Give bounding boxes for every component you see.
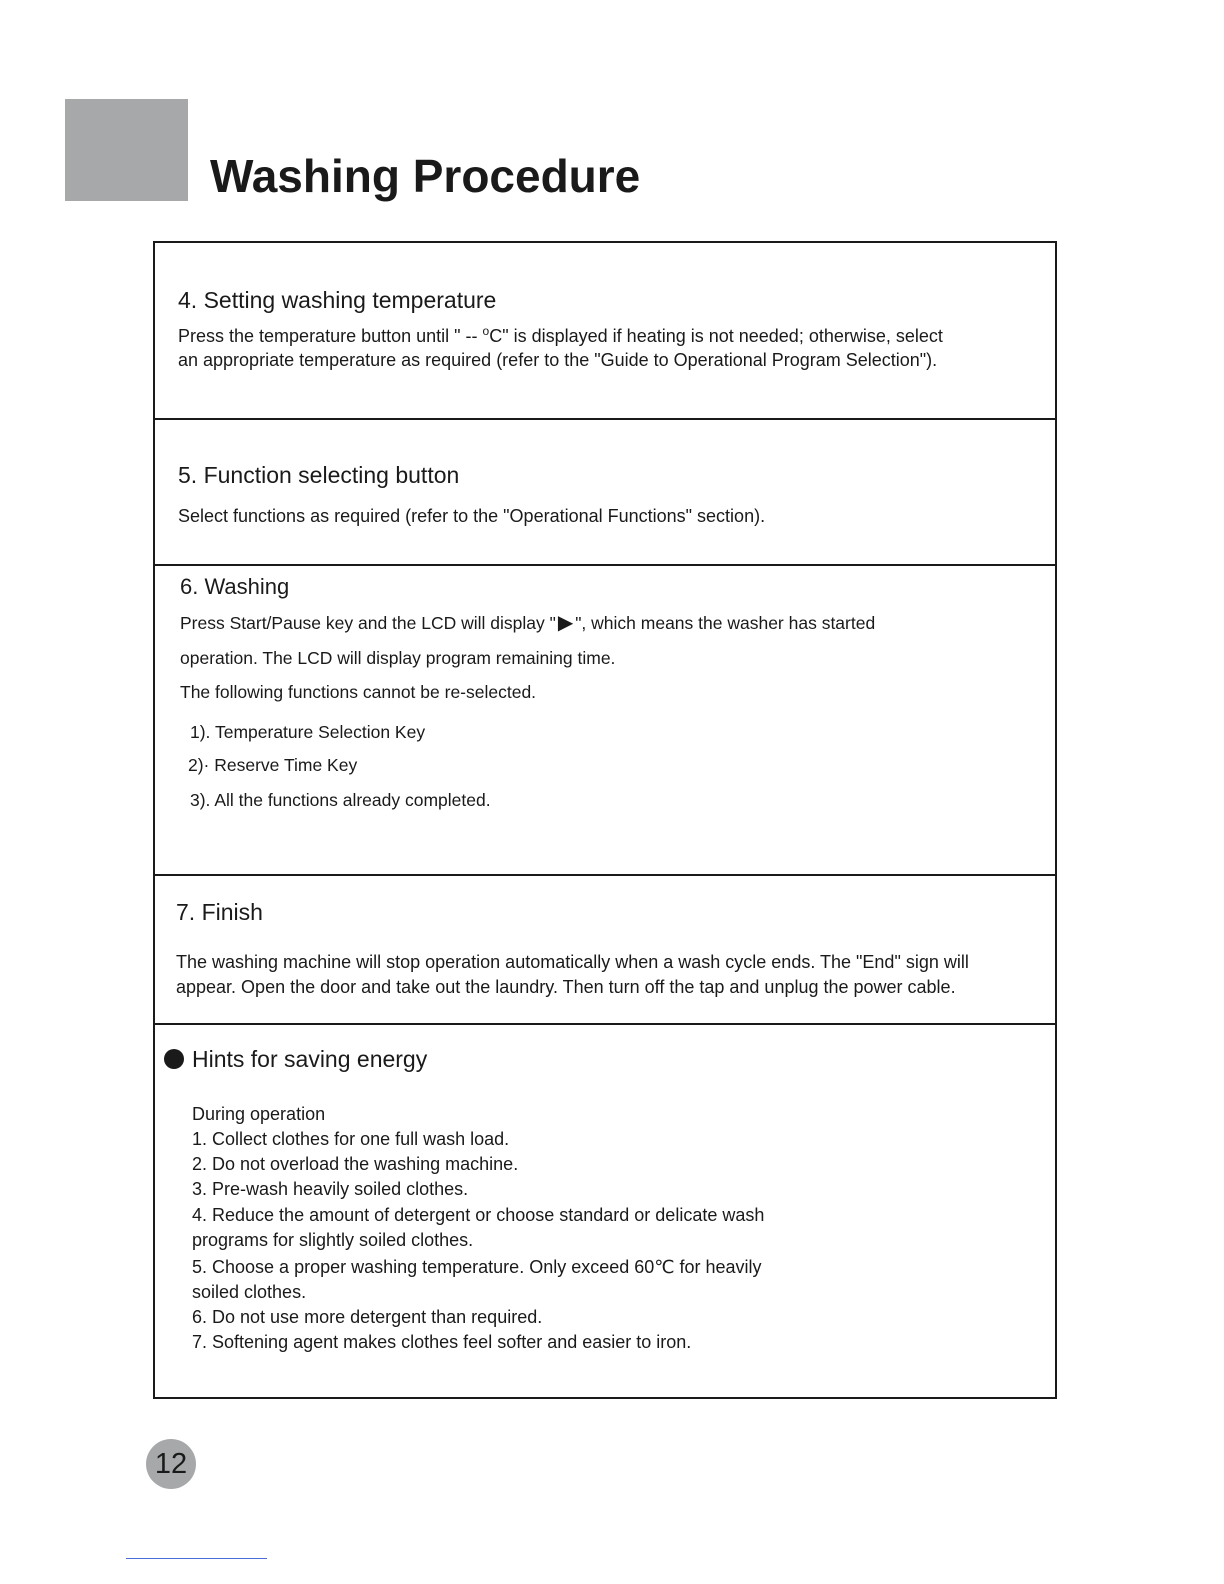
hint-line: 7. Softening agent makes clothes feel softer and easier to iron. [192, 1332, 692, 1352]
section-text: The washing machine will stop operation automatically when a wash cycle ends. The "End" sign will [176, 952, 969, 972]
degree-symbol: o [482, 324, 490, 338]
footer-link-line [126, 1558, 267, 1559]
section-text: Press Start/Pause key and the LCD will display " ▶ ", which means the washer has started [180, 612, 876, 634]
section-washing [155, 566, 1055, 876]
section-text: The following functions cannot be re-selected. [180, 682, 537, 702]
section-heading: 5. Function selecting button [178, 462, 460, 488]
hints-intro: During operation [192, 1104, 326, 1124]
section-temperature [155, 243, 1055, 420]
hint-line: 4. Reduce the amount of detergent or choose standard or delicate wash [192, 1205, 765, 1225]
header-gray-block [65, 99, 188, 201]
hint-line: 1. Collect clothes for one full wash load. [192, 1129, 510, 1149]
list-item: 1). Temperature Selection Key [190, 722, 426, 742]
section-heading: 4. Setting washing temperature [178, 287, 497, 313]
hint-line: programs for slightly soiled clothes. [192, 1230, 474, 1250]
page-title: Washing Procedure [210, 150, 641, 202]
hint-line: 5. Choose a proper washing temperature. Only exceed 60℃ for heavily [192, 1257, 762, 1277]
section-finish [155, 876, 1055, 1025]
section-text: appear. Open the door and take out the laundry. Then turn off the tap and unplug the power cable. [176, 977, 956, 997]
section-text: Select functions as required (refer to the "Operational Functions" section). [178, 506, 766, 526]
section-function [155, 420, 1055, 566]
hint-line: 3. Pre-wash heavily soiled clothes. [192, 1179, 469, 1199]
procedure-box [153, 241, 1057, 1399]
section-heading: 7. Finish [176, 899, 263, 925]
section-text: Press the temperature button until " -- $^o$C" is displayed if heating is not needed; otherwise, select [178, 324, 943, 346]
section-text: an appropriate temperature as required (refer to the "Guide to Operational Program Selection"). [178, 350, 938, 370]
section-text: operation. The LCD will display program remaining time. [180, 648, 616, 668]
hint-line: 6. Do not use more detergent than required. [192, 1307, 543, 1327]
page-number-badge: 12 [146, 1439, 196, 1489]
play-icon: ▶ [557, 612, 574, 634]
hint-line: soiled clothes. [192, 1282, 307, 1302]
list-item: 2)· Reserve Time Key [188, 755, 358, 775]
hint-line: 2. Do not overload the washing machine. [192, 1154, 519, 1174]
section-hints [155, 1025, 1055, 1397]
section-heading: 6. Washing [180, 574, 290, 599]
bullet-icon [164, 1049, 184, 1069]
section-heading: Hints for saving energy [192, 1046, 428, 1072]
list-item: 3). All the functions already completed. [190, 790, 491, 810]
